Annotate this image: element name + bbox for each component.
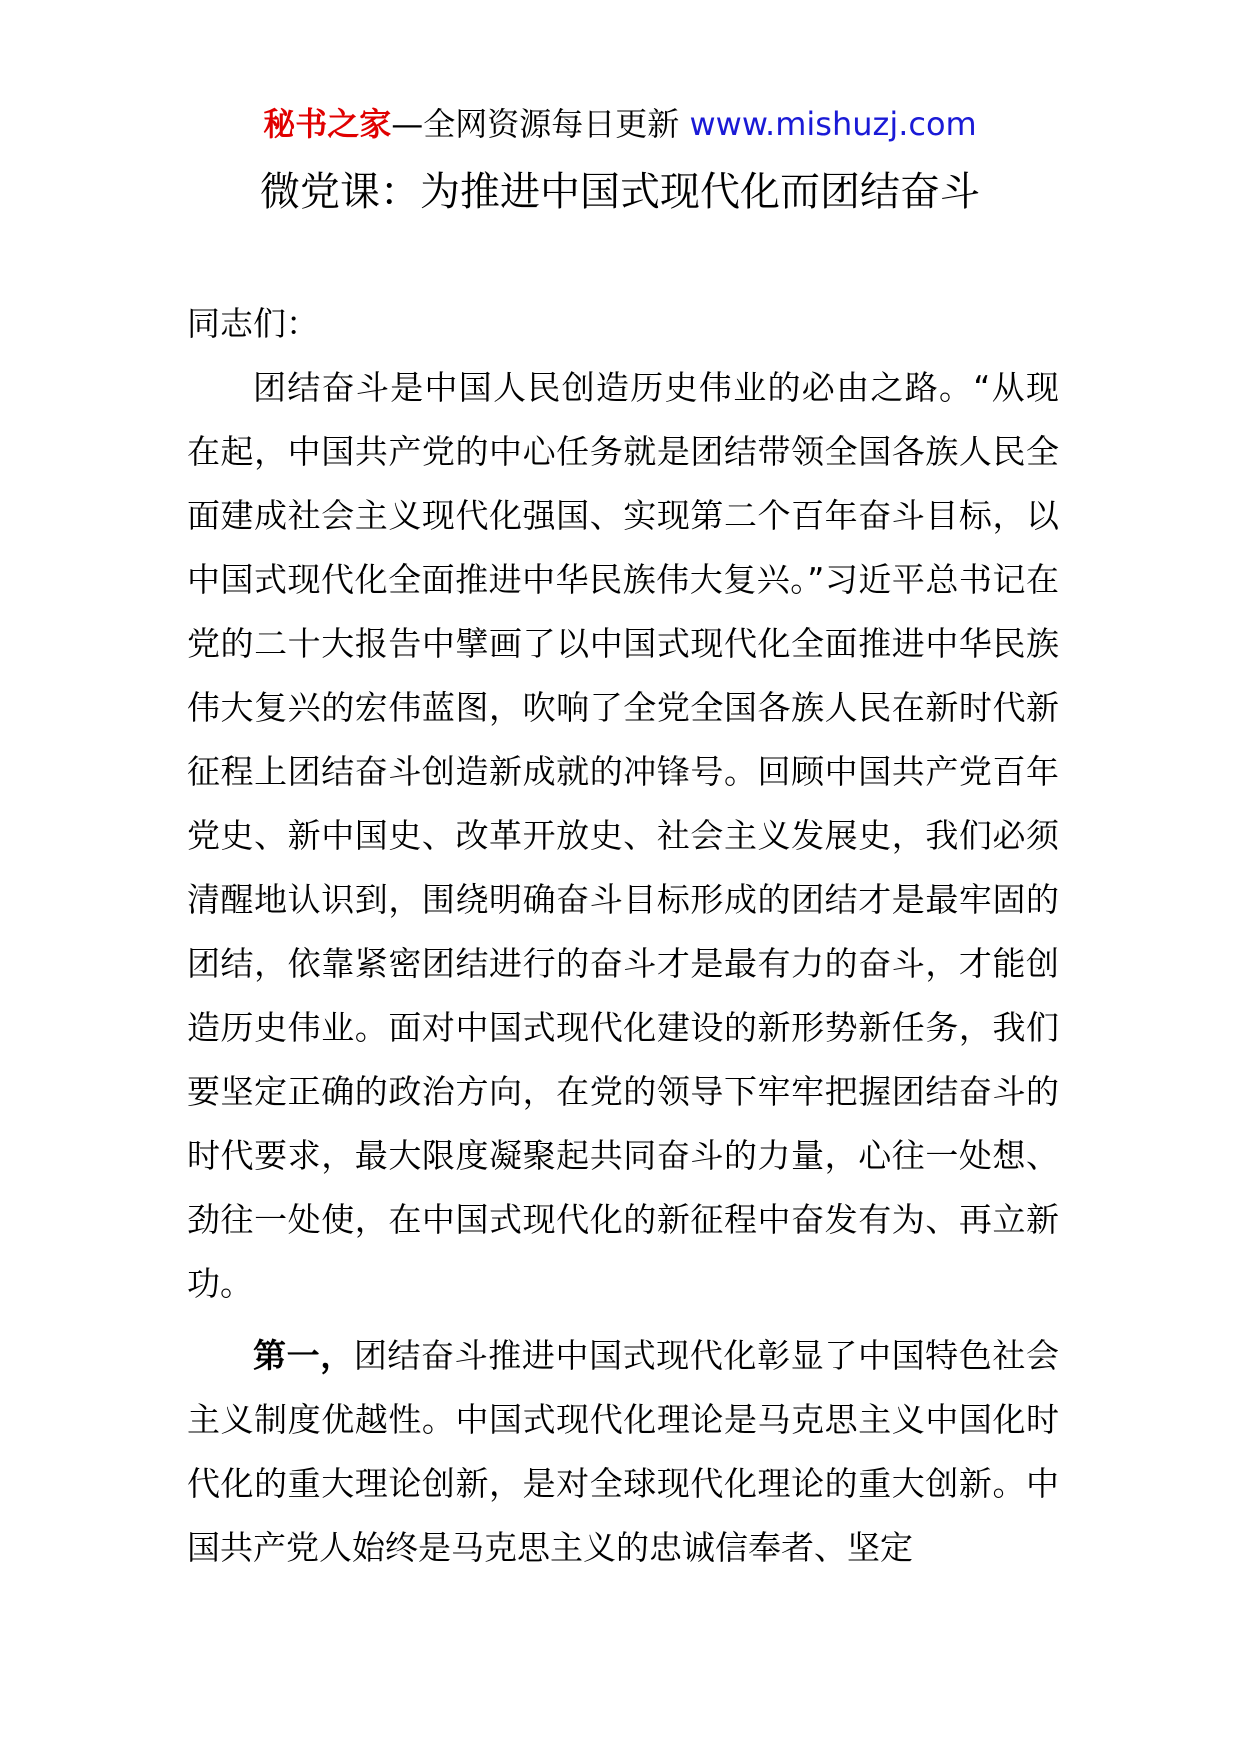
document-title: 微党课：为推进中国式现代化而团结奋斗 <box>260 169 980 215</box>
site-header <box>0 98 1240 150</box>
salutation: 同志们： <box>187 304 319 343</box>
document-body <box>187 292 1059 1580</box>
site-url-link[interactable]: www.mishuzj.com <box>689 105 977 143</box>
site-tagline: —全网资源每日更新 <box>391 105 680 143</box>
paragraph-text: 团结奋斗推进中国式现代化彰显了中国特色社会主义制度优越性。中国式现代化理论是马克思主义中国化时代化的重大理论创新，是对全球现代化理论的重大创新。中国共产党人始终是马克思主义的忠诚信奉者、坚定 <box>187 1336 1060 1567</box>
paragraph-lead: 第一， <box>253 1336 354 1375</box>
site-brand: 秘书之家 <box>263 105 392 143</box>
paragraph-first-point <box>187 1324 1059 1580</box>
paragraph-intro: 团结奋斗是中国人民创造历史伟业的必由之路。“从现在起，中国共产党的中心任务就是团结带领全国各族人民全面建成社会主义现代化强国、实现第二个百年奋斗目标，以中国式现代化全面推进中华民族伟大复兴。”习近平总书记在党的二十大报告中擘画了以中国式现代化全面推进中华民族伟大复兴的宏伟蓝图，吹响了全党全国各族人民在新时代新征程上团结奋斗创造新成就的冲锋号。回顾中国共产党百年党史、新中国史、改革开放史、社会主义发展史，我们必须清醒地认识到，围绕明确奋斗目标形成的团结才是最牢固的团结，依靠紧密团结进行的奋斗才是最有力的奋斗，才能创造历史伟业。面对中国式现代化建设的新形势新任务，我们要坚定正确的政治方向，在党的领导下牢牢把握团结奋斗的时代要求，最大限度凝聚起共同奋斗的力量，心往一处想、劲往一处使，在中国式现代化的新征程中奋发有为、再立新功。 <box>187 368 1059 1303</box>
